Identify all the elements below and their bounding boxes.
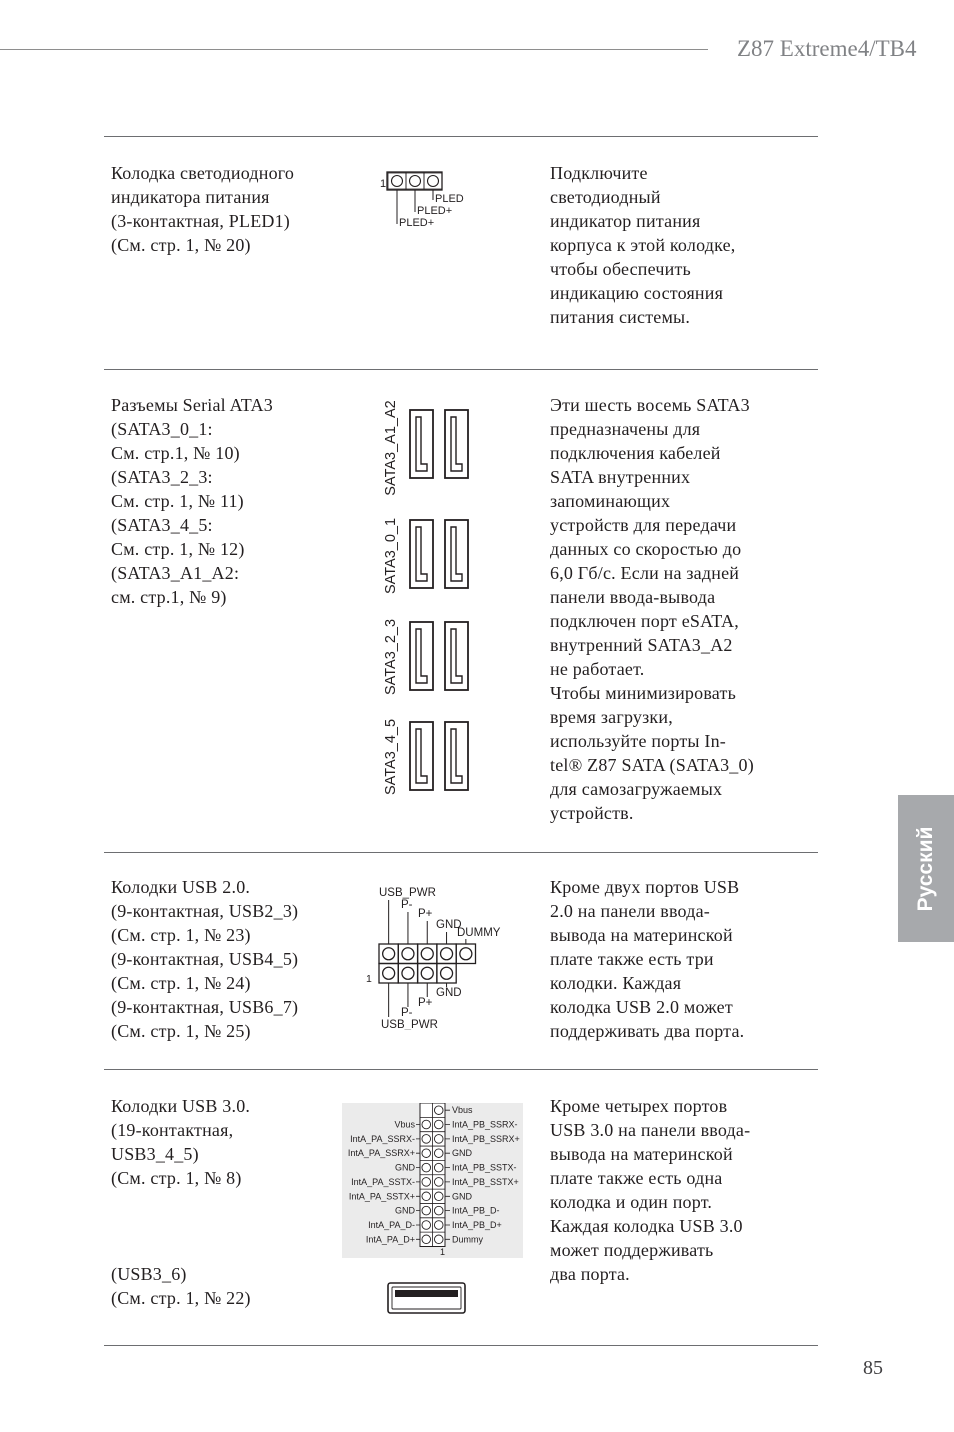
pin-label: GND — [436, 919, 462, 931]
sata-port-key — [416, 417, 427, 471]
sata-connector-label: SATA3_A1_A2 — [383, 400, 399, 496]
pin-label: PLED — [435, 193, 464, 205]
pin-label: IntA_PB_SSRX- — [452, 1119, 518, 1130]
pin — [460, 948, 472, 960]
usb3-header-diagram — [342, 1103, 523, 1258]
usb2-headers-description: Колодки USB 2.0. (9-контактная, USB2_3) (См. стр. 1, № 23) (9-контактная, USB4_5) (См. стр. 1, № 24) (9-контактная, USB6_7) (См. стр. 1, № 25) — [111, 877, 299, 1041]
pin-label: IntA_PB_D- — [452, 1205, 500, 1216]
usb2-pin-grid — [379, 944, 476, 983]
pled-header-description: Колодка светодиодного индикатора питания (3-контактная, PLED1) (См. стр. 1, № 20) — [111, 163, 295, 255]
pin-label: GND — [436, 987, 462, 999]
pin-label: IntA_PA_D- — [368, 1220, 415, 1230]
usb3-6-port-diagram — [386, 1281, 468, 1316]
pin-cell — [379, 964, 398, 984]
usb-port-tongue — [395, 1290, 458, 1297]
sata-port-pair-4-5 — [410, 722, 468, 790]
pin-label: PLED+ — [399, 217, 435, 229]
sata-port-pair-0-1 — [410, 520, 468, 588]
pin-label: GND — [395, 1162, 415, 1173]
pin-label: IntA_PA_D+ — [365, 1234, 415, 1245]
pin-cell — [456, 944, 475, 964]
pin-cell — [398, 964, 417, 984]
pin-label: Dummy — [452, 1234, 483, 1245]
pin-label: IntA_PA_SSRX+ — [347, 1148, 415, 1159]
pin — [392, 176, 403, 187]
pin-label: P- — [401, 1007, 413, 1019]
header-outline — [387, 172, 442, 190]
pin-label: Vbus — [452, 1105, 473, 1116]
pin-cell — [379, 944, 398, 964]
pin-label: DUMMY — [457, 927, 501, 939]
sata-port-pair-a1-a2 — [410, 410, 468, 478]
pled-header-explanation: Подключите светодиодный индикатор питания корпуса к этой колодке, чтобы обеспечить индикацию состояния питания системы. — [550, 163, 736, 327]
pin-label: GND — [395, 1205, 415, 1216]
table-rule-top — [104, 136, 818, 137]
pled-header-diagram — [378, 166, 470, 232]
table-rule — [104, 852, 818, 853]
sata-port-key — [451, 527, 462, 581]
pin-cell — [437, 944, 456, 964]
sata-port-key — [451, 729, 462, 783]
pin-label: P+ — [418, 997, 433, 1009]
pin — [441, 967, 453, 979]
table-rule — [104, 1069, 818, 1070]
sata-port-key — [451, 629, 462, 683]
pin1-marker: 1 — [380, 178, 387, 190]
usb3-header-description: Колодки USB 3.0. (19-контактная, USB3_4_5) (См. стр. 1, № 8) — [111, 1096, 251, 1188]
pin-cell — [418, 944, 437, 964]
pin-label: GND — [452, 1148, 472, 1159]
usb3-6-port-description: (USB3_6) (См. стр. 1, № 22) — [111, 1264, 251, 1308]
usb2-headers-explanation: Кроме двух портов USB 2.0 на панели ввода- вывода на материнской плате также есть три колодки. Каждая колодка USB 2.0 может поддерживать два порта. — [550, 877, 745, 1041]
sata-connectors-description: Разъемы Serial ATA3 (SATA3_0_1: См. стр.1, № 10) (SATA3_2_3: См. стр. 1, № 11) (SATA3_4_5: См. стр. 1, № 12) (SATA3_A1_A2: см. стр.1, № 9) — [111, 395, 273, 607]
pin-label: IntA_PA_SSTX- — [351, 1176, 415, 1187]
pin — [421, 948, 433, 960]
language-side-tab — [898, 795, 954, 942]
pin — [441, 948, 453, 960]
sata-connector-label: SATA3_0_1 — [383, 517, 399, 595]
header-rule — [0, 49, 708, 50]
pin-cell — [437, 964, 456, 984]
pin-cell — [398, 944, 417, 964]
pin — [428, 176, 439, 187]
pin-label: USB_PWR — [379, 887, 436, 899]
usb2-header-diagram — [360, 884, 506, 1030]
sata-port-pair-2-3 — [410, 622, 468, 690]
table-rule-bottom — [104, 1345, 818, 1346]
table-rule — [104, 369, 818, 370]
sata-port-key — [416, 629, 427, 683]
pin — [383, 948, 395, 960]
language-tab-label: Русский — [914, 826, 937, 911]
sata-port-key — [416, 527, 427, 581]
pin-label: IntA_PB_SSRX+ — [452, 1133, 520, 1144]
sata-connectors-explanation: Эти шесть восемь SATA3 предназначены для подключения кабелей SATA внутренних запоминающих устройств для передачи данных со скоростью до 6,0 Гб/с. Если на задней панели ввода-вывода подключен порт eSATA, внутренний SATA3_A2 не работает. Чтобы минимизировать время загрузки, используйте порты In- tel® Z87 SATA (SATA3_0) для самозагружаемых устройств. — [550, 395, 754, 823]
pin-label: USB_PWR — [381, 1019, 438, 1030]
pin — [383, 967, 395, 979]
pin-label: IntA_PB_SSTX+ — [452, 1176, 519, 1187]
usb3-header-explanation: Кроме четырех портов USB 3.0 на панели ввода- вывода на материнской плате также есть одна колодка и один порт. Каждая колодка USB 3.0 может поддерживать два порта. — [550, 1096, 751, 1284]
page-header-title: Z87 Extreme4/TB4 — [737, 36, 917, 61]
pin1-marker: 1 — [440, 1247, 446, 1257]
pin-label: IntA_PB_D+ — [452, 1220, 502, 1230]
pin — [402, 967, 414, 979]
pin-label: P+ — [418, 908, 433, 920]
sata-port-key — [451, 417, 462, 471]
pin — [402, 948, 414, 960]
page-number: 85 — [863, 1357, 883, 1379]
pin — [410, 176, 421, 187]
usb-port-outline — [388, 1283, 465, 1313]
pin-label: Vbus — [394, 1119, 415, 1130]
sata-connector-label: SATA3_4_5 — [383, 718, 399, 796]
sata-connectors-diagram — [370, 395, 476, 807]
sata-connector-label: SATA3_2_3 — [383, 618, 399, 696]
pin-label: IntA_PB_SSTX- — [452, 1162, 517, 1173]
pin — [421, 967, 433, 979]
pin-label: GND — [452, 1191, 472, 1202]
pin-label: IntA_PA_SSTX+ — [348, 1191, 415, 1202]
pin-cell — [418, 964, 437, 984]
pin-label: P- — [401, 899, 413, 911]
pin1-marker: 1 — [366, 973, 372, 985]
pin-label: PLED+ — [417, 205, 453, 217]
pin-label: IntA_PA_SSRX- — [350, 1133, 415, 1144]
sata-port-key — [416, 729, 427, 783]
